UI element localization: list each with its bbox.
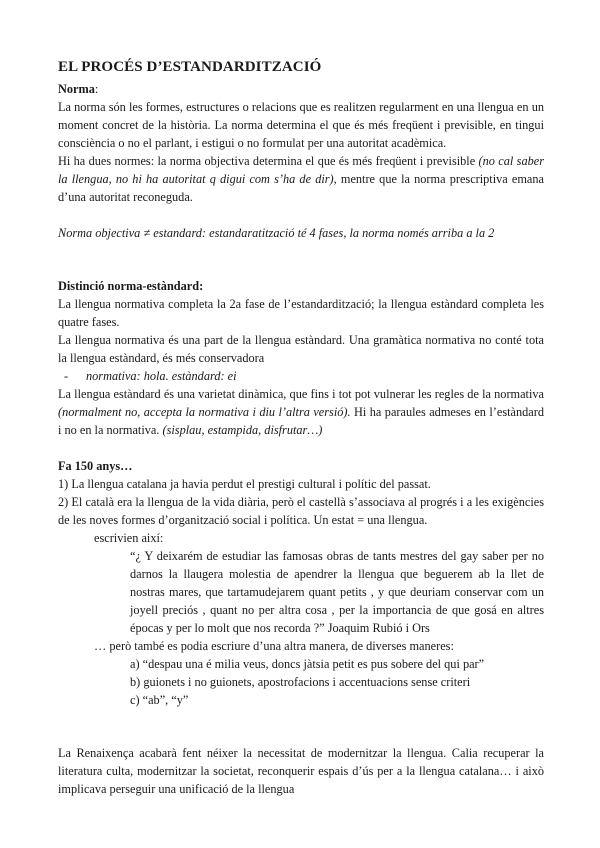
- distincio-heading: Distinció norma-estàndard:: [58, 279, 204, 293]
- dash-bullet: -: [64, 369, 69, 383]
- fa150-heading: Fa 150 anys…: [58, 459, 133, 473]
- spacer: [58, 727, 544, 744]
- norma-note: Norma objectiva ≠ estandard: estandaratització té 4 fases, la norma només arriba a la 2: [58, 226, 495, 240]
- spacer: [58, 709, 544, 727]
- norma-p2-italic: (no cal saber la llengua, no hi ha autoritat q digui com s’ha de dir): [58, 154, 544, 186]
- spacer: [58, 260, 544, 277]
- norma-p2-end: , mentre que la norma prescriptiva emana d’una autoritat reconeguda.: [58, 172, 544, 204]
- distincio-p3-italic-1: (normalment no, accepta la normativa i diu l’altra versió).: [58, 405, 351, 419]
- distincio-paragraph-1: La llengua normativa completa la 2a fase de l’estandardització; la llengua estàndard completa les quatre fases.: [58, 297, 544, 329]
- fa150-subitem-b: b) guionets i no guionets, apostrofacions i accentuacions sense criteri: [130, 675, 471, 689]
- distincio-paragraph-2: La llengua normativa és una part de la llengua estàndard. Una gramàtica normativa no conté tota la llengua estàndard, és més conservadora: [58, 333, 544, 365]
- renaixenca-paragraph: La Renaixença acabarà fent néixer la necessitat de modernitzar la llengua. Calia recuperar la literatura culta, modernitzar la societat, reconquerir espais d’ús per a la llengua catalana… i això implicava perseguir una unificació de la llengua: [58, 746, 544, 796]
- distincio-list-item: [58, 367, 544, 385]
- fa150-item-1: 1) La llengua catalana ja havia perdut el prestigi cultural i polític del passat.: [58, 477, 431, 491]
- fa150-quote: “¿ Y deixarém de estudiar las famosas obras de tants mestres del gay saber per no darnos la llaugera molestia de apendrer la llengua que beguerem ab la llet de nostras mares, que tartamudejarem quant petits , y que deuriam conservar com un joyell preciós , quant no per altra cosa , per la importancia de que gosá en altres épocas y per lo molt que nos recorda ?” Joaquim Rubió i Ors: [130, 549, 544, 635]
- norma-paragraph-1: La norma són les formes, estructures o relacions que es realitzen regularment en una llengua en un moment concret de la història. La norma determina el que és més freqüent i previsible, en tingui consciència o no el parlant, i estigui o no formulat per una autoritat acadèmica.: [58, 100, 544, 150]
- fa150-subitem-c: c) “ab”, “y”: [130, 693, 189, 707]
- fa150-subitem-a: a) “despau una é milia veus, doncs jàtsia petit es pus sobere del qui par”: [130, 657, 485, 671]
- norma-heading-colon: :: [94, 82, 99, 96]
- distincio-item-text: normativa: hola. estàndard: ei: [86, 369, 237, 383]
- spacer: [58, 439, 544, 457]
- distincio-p3-mid: Hi ha paraules admeses en l’estàndard i no en la normativa.: [58, 405, 544, 437]
- fa150-pero: … però també es podia escriure d’una altra manera, de diverses maneres:: [94, 639, 454, 653]
- fa150-escrivien: escrivien així:: [94, 531, 164, 545]
- distincio-paragraph-3: [58, 385, 544, 439]
- norma-heading: Norma: [58, 82, 95, 96]
- spacer: [58, 242, 544, 260]
- distincio-p3-italic-2: (sisplau, estampida, disfrutar…): [162, 423, 323, 437]
- spacer: [58, 206, 544, 224]
- norma-p2-start: Hi ha dues normes: la norma objectiva determina el que és més freqüent i previsible: [58, 154, 479, 168]
- norma-paragraph-2: [58, 152, 544, 206]
- page-title: EL PROCÉS D’ESTANDARDITZACIÓ: [58, 59, 322, 75]
- distincio-p3-start: La llengua estàndard és una varietat dinàmica, que fins i tot pot vulnerar les regles de la normativa: [58, 387, 544, 401]
- norma-heading-line: [58, 80, 544, 98]
- fa150-item-2: 2) El català era la llengua de la vida diària, però el castellà s’associava al progrés i a les exigències de les noves formes d’organització social i política. Un estat = una llengua.: [58, 495, 544, 527]
